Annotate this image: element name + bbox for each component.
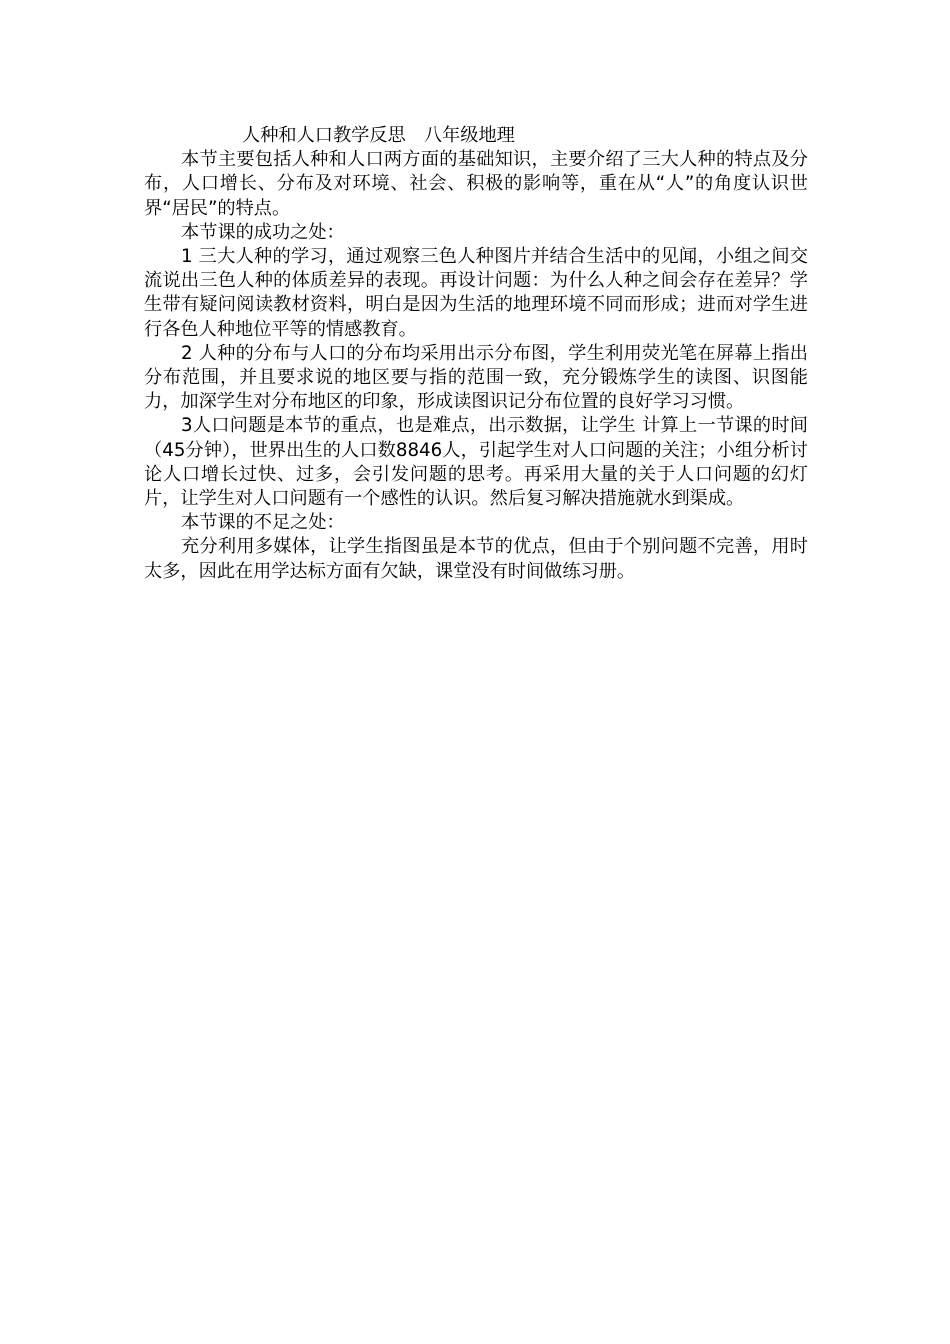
paragraph-success-heading: 本节课的成功之处： — [181, 221, 345, 243]
paragraph-shortcoming-heading: 本节课的不足之处： — [181, 512, 345, 534]
paragraph-shortcoming-detail: 充分利用多媒体，让学生指图虽是本节的优点，但由于个别问题不完善，用时太多，因此在用学达标方面有欠缺，课堂没有时间做练习册。 — [144, 536, 808, 582]
paragraph-success-point-1: 1 三大人种的学习，通过观察三色人种图片并结合生活中的见闻，小组之间交流说出三色人种的体质差异的表现。再设计问题：为什么人种之间会存在差异？学生带有疑问阅读教材资料，明白是因为生活的地理环境不同而形成；进而对学生进行各色人种地位平等的情感教育。 — [144, 246, 808, 340]
paragraph-success-point-2: 2 人种的分布与人口的分布均采用出示分布图，学生利用荧光笔在屏幕上指出分布范围，并且要求说的地区要与指的范围一致，充分锻炼学生的读图、识图能力，加深学生对分布地区的印象，形成读图识记分布位置的良好学习习惯。 — [144, 342, 808, 413]
document-page — [144, 124, 808, 584]
paragraph-success-point-3: 3人口问题是本节的重点，也是难点，出示数据，让学生 计算上一节课的时间（45分钟），世界出生的人口数8846人，引起学生对人口问题的关注；小组分析讨论人口增长过快、过多，会引发问题的思考。再采用大量的关于人口问题的幻灯片，让学生对人口问题有一个感性的认识。然后复习解决措施就水到渠成。 — [144, 415, 808, 510]
paragraph-intro: 本节主要包括人种和人口两方面的基础知识，主要介绍了三大人种的特点及分布，人口增长、分布及对环境、社会、积极的影响等，重在从“人”的角度认识世界“居民”的特点。 — [144, 149, 808, 219]
document-title: 人种和人口教学反思 八年级地理 — [242, 125, 515, 146]
